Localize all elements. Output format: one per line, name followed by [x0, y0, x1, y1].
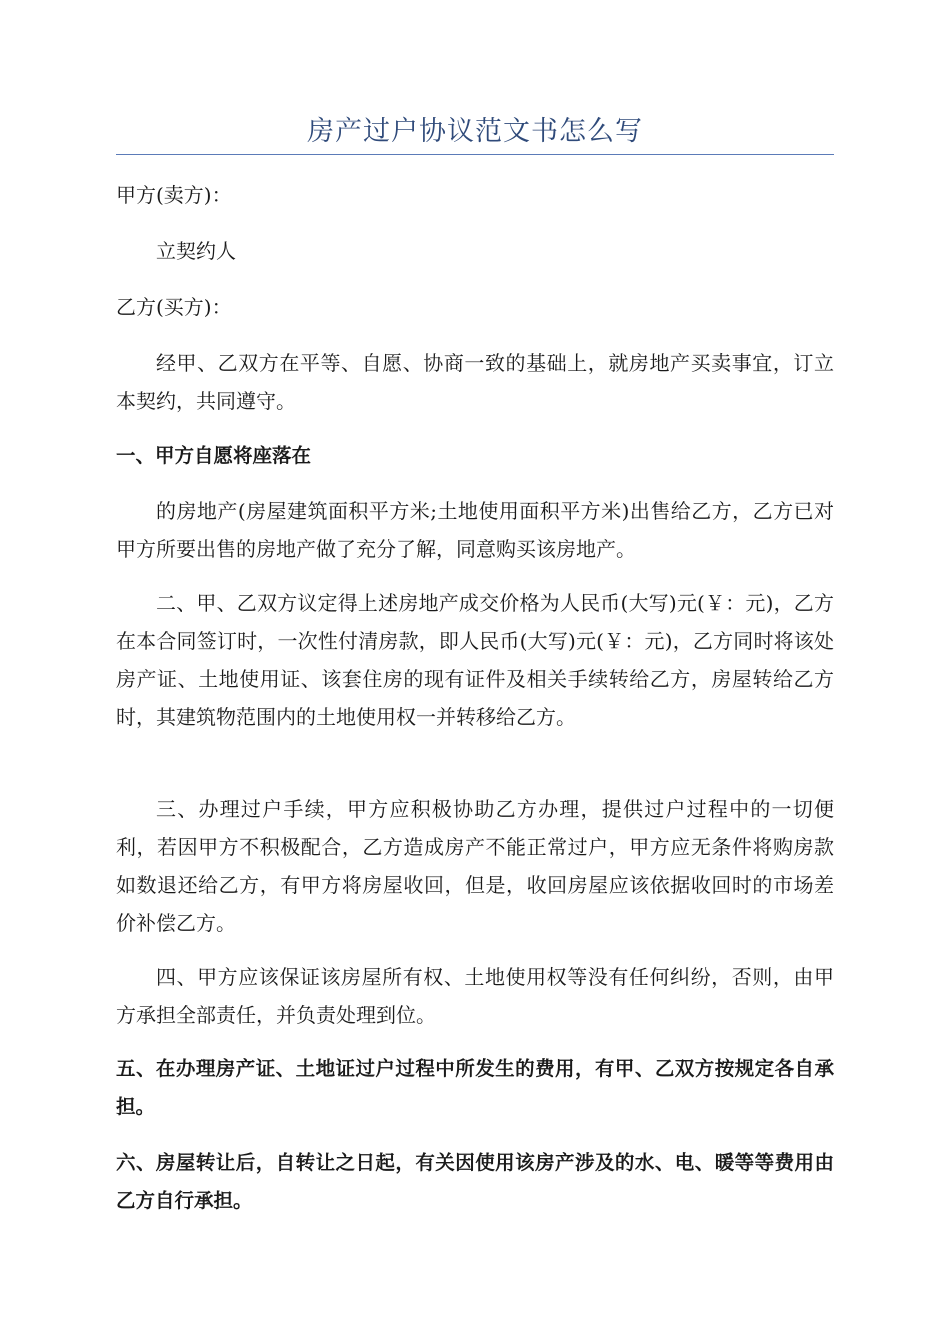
- clause-6-paragraph: 六、房屋转让后，自转让之日起，有关因使用该房产涉及的水、电、暖等等费用由乙方自行承担。: [116, 1151, 834, 1212]
- clause-5-paragraph: 五、在办理房产证、土地证过户过程中所发生的费用，有甲、乙双方按规定各自承担。: [116, 1057, 834, 1118]
- clause-2-paragraph: 二、甲、乙双方议定得上述房地产成交价格为人民币(大写)元(￥：元)，乙方在本合同签订时，一次性付清房款，即人民币(大写)元(￥：元)，乙方同时将该处房产证、土地使用证、该套住房的现有证件及相关手续转给乙方，房屋转给乙方时，其建筑物范围内的土地使用权一并转移给乙方。: [116, 591, 834, 729]
- party-b-label: 乙方(买方)：: [116, 295, 232, 319]
- clause-4-paragraph: 四、甲方应该保证该房屋所有权、土地使用权等没有任何纠纷，否则，由甲方承担全部责任，并负责处理到位。: [116, 965, 834, 1027]
- party-a-label: 甲方(卖方)：: [116, 183, 232, 207]
- preamble-paragraph: 经甲、乙双方在平等、自愿、协商一致的基础上，就房地产买卖事宜，订立本契约，共同遵守。: [116, 351, 834, 413]
- document-title: 房产过户协议范文书怎么写: [307, 116, 643, 147]
- title-underline: [116, 154, 834, 155]
- clause-1-heading: 一、甲方自愿将座落在: [116, 444, 312, 467]
- clause-1-paragraph: 的房地产(房屋建筑面积平方米;土地使用面积平方米)出售给乙方，乙方已对甲方所要出售的房地产做了充分了解，同意购买该房地产。: [116, 499, 834, 561]
- clause-3-paragraph: 三、办理过户手续，甲方应积极协助乙方办理，提供过户过程中的一切便利，若因甲方不积极配合，乙方造成房产不能正常过户，甲方应无条件将购房款如数退还给乙方，有甲方将房屋收回，但是，收回房屋应该依据收回时的市场差价补偿乙方。: [116, 797, 834, 935]
- contractor-label: 立契约人: [156, 239, 236, 263]
